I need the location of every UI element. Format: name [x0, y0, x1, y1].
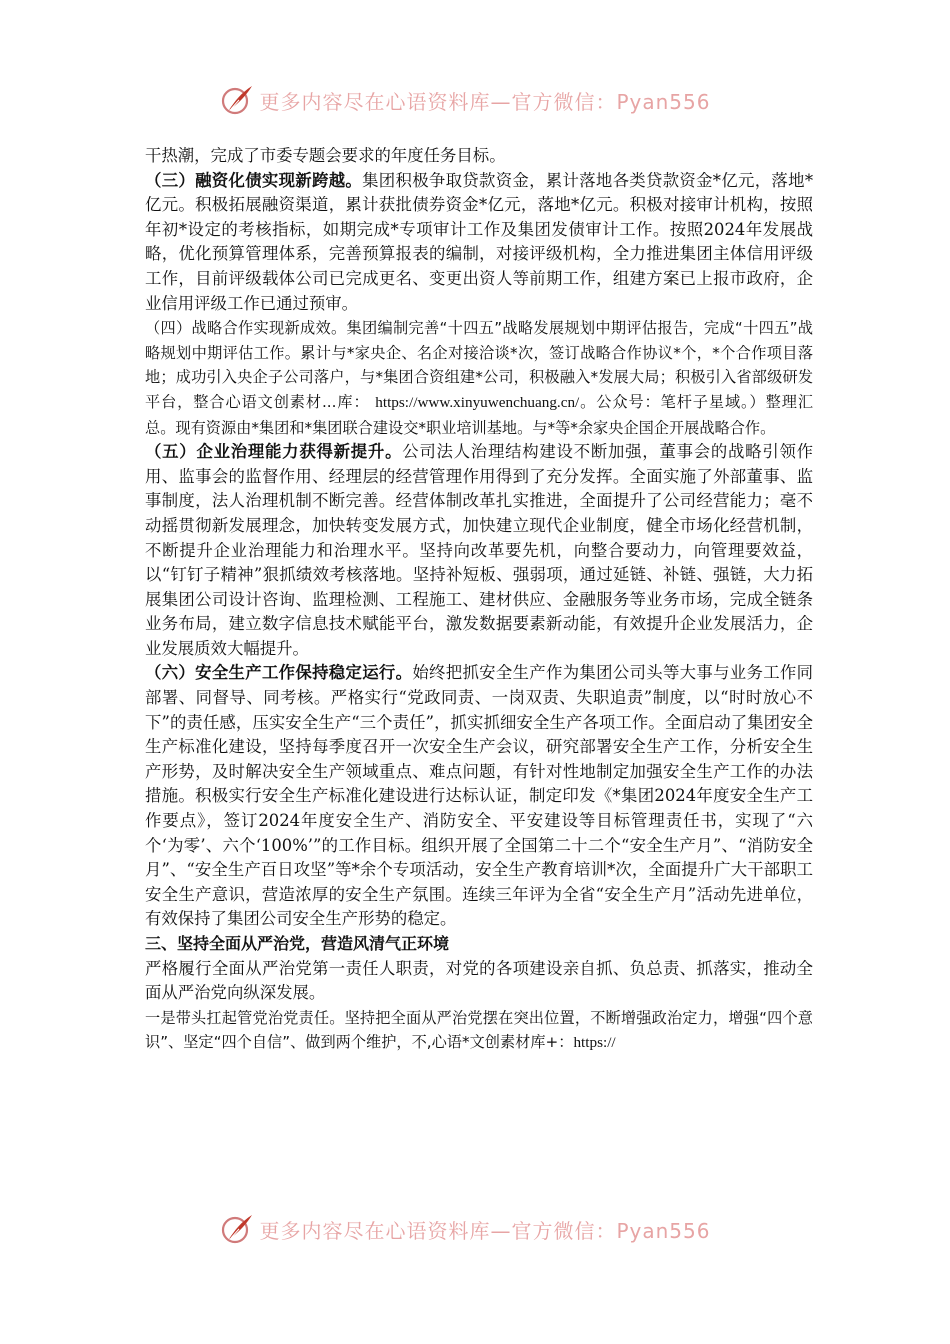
document-body	[145, 144, 813, 1056]
banner-text: 更多内容尽在心语资料库—官方微信：Pyan556	[259, 1218, 711, 1243]
header-banner	[0, 78, 950, 122]
footer-banner	[0, 1207, 950, 1251]
quill-pen-logo-icon	[219, 1212, 255, 1246]
website-url: https://www.xinyuwenchuang.cn/	[375, 393, 580, 411]
paragraph-financing-body: 集团积极争取贷款资金，累计落地各类贷款资金*亿元，落地*亿元。积极拓展融资渠道，累计获批债券资金*亿元，落地*亿元。积极对接审计机构，按照年初*设定的考核指标，如期完成*专项审计工作及集团发债审计工作。按照2024年发展战略，优化预算管理体系，完善预算报表的编制，对接评级机构，全力推进集团主体信用评级工作，目前评级载体公司已完成更名、变更出资人等前期工作，组建方案已上报市政府，企业信用评级工作已通过预审。	[145, 170, 814, 313]
paragraph-party-duty: 严格履行全面从严治党第一责任人职责，对党的各项建设亲自抓、负总责、抓落实，推动全面从严治党向纵深发展。	[145, 958, 813, 1003]
paragraph-financing	[145, 169, 813, 317]
chapter-heading: 三、坚持全面从严治党，营造风清气正环境	[145, 934, 450, 953]
paragraph-continuation: 干热潮，完成了市委专题会要求的年度任务目标。	[145, 146, 506, 165]
paragraph-strategic-text-tail: 。公众号：笔杆子星域。）整理汇总。现有资源由*集团和*集团联合建设交*职业培训基地。与*等*余家央企国企开展战略合作。	[145, 392, 814, 437]
banner-text: 更多内容尽在心语资料库—官方微信：Pyan556	[259, 89, 711, 114]
paragraph-safety	[145, 661, 813, 932]
paragraph-party-text: 一是带头扛起管党治党责任。坚持把全面从严治党摆在突出位置，不断增强政治定力，增强“四个意识”、坚定“四个自信”、做到两个维护，不,心语*文创素材库+：	[145, 1008, 813, 1052]
paragraph-strategic-cooperation	[145, 316, 813, 440]
paragraph-party-responsibility	[145, 1006, 813, 1056]
section-heading-safety: （六）安全生产工作保持稳定运行。	[145, 663, 413, 683]
paragraph-safety-body: 始终把抓安全生产作为集团公司头等大事与业务工作同部署、同督导、同考核。严格实行“党政同责、一岗双责、失职追责”制度，以“时时放心不下”的责任感，压实安全生产“三个责任”，抓实抓细安全生产各项工作。全面启动了集团安全生产标准化建设，坚持每季度召开一次安全生产会议，研究部署安全生产工作，分析安全生产形势，及时解决安全生产领域重点、难点问题，有针对性地制定加强安全生产工作的办法措施。积极实行安全生产标准化建设进行达标认证，制定印发《*集团2024年度安全生产工作要点》，签订2024年度安全生产、消防安全、平安建设等目标管理责任书，实现了“六个‘为零’、六个‘100%’”的工作目标。组织开展了全国第二十二个“安全生产月”、“消防安全月”、“安全生产百日攻坚”等*余个专项活动，安全生产教育培训*次，全面提升广大干部职工安全生产意识，营造浓厚的安全生产氛围。连续三年评为全省“安全生产月”活动先进单位，有效保持了集团公司安全生产形势的稳定。	[145, 663, 813, 929]
paragraph-governance	[145, 440, 813, 661]
trailing-url: https://	[573, 1034, 616, 1052]
section-heading-financing: （三）融资化债实现新跨越。	[145, 170, 363, 190]
paragraph-strategic-text: （四）战略合作实现新成效。集团编制完善“十四五”战略发展规划中期评估报告，完成“十四五”战略规划中期评估工作。累计与*家央企、名企对接洽谈*次，签订战略合作协议*个，*个合作项目落地；成功引入央企子公司落户，与*集团合资组建*公司，积极融入*发展大局；积极引入省部级研发平台，整合心语文创素材...库：	[145, 319, 813, 411]
quill-pen-logo-icon	[219, 83, 255, 117]
paragraph-governance-body: 公司法人治理结构建设不断加强，董事会的战略引领作用、监事会的监督作用、经理层的经营管理作用得到了充分发挥。全面实施了外部董事、监事制度，法人治理机制不断完善。经营体制改革扎实推进，全面提升了公司经营能力；毫不动摇贯彻新发展理念，加快转变发展方式，加快建立现代企业制度，健全市场化经营机制，不断提升企业治理能力和治理水平。坚持向改革要先机，向整合要动力，向管理要效益，以“钉钉子精神”狠抓绩效考核落地。坚持补短板、强弱项，通过延链、补链、强链，大力拓展集团公司设计咨询、监理检测、工程施工、建材供应、金融服务等业务市场，完成全链条业务布局，建立数字信息技术赋能平台，激发数据要素新动能，有效提升企业发展活力，企业发展质效大幅提升。	[145, 442, 814, 658]
section-heading-governance: （五）企业治理能力获得新提升。	[145, 442, 403, 462]
